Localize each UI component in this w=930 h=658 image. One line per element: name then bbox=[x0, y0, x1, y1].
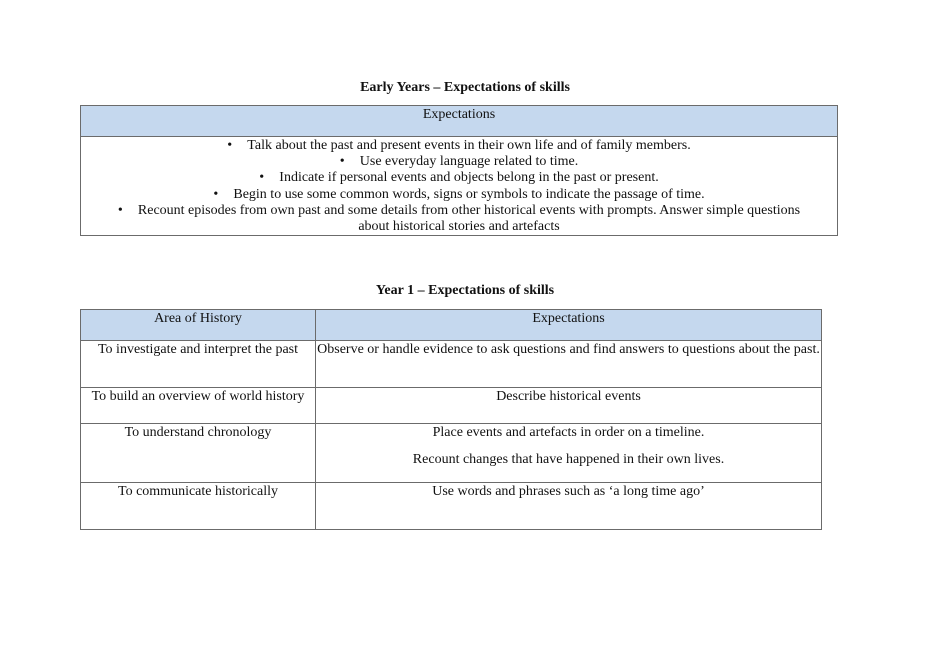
list-item-text: Indicate if personal events and objects belong in the past or present. bbox=[279, 170, 659, 186]
list-item bbox=[101, 154, 817, 170]
list-item-text: Begin to use some common words, signs or symbols to indicate the passage of time. bbox=[233, 186, 705, 202]
list-item bbox=[101, 203, 817, 235]
year1-table bbox=[80, 309, 822, 530]
header-expectations: Expectations bbox=[81, 106, 838, 137]
list-item bbox=[101, 138, 817, 154]
expectation-paragraph: Place events and artefacts in order on a timeline. bbox=[432, 425, 705, 440]
area-cell: To understand chronology bbox=[81, 424, 316, 483]
list-item-text: Talk about the past and present events in their own life and of family members. bbox=[247, 138, 691, 153]
bullet-icon: • bbox=[117, 202, 123, 218]
header-area-of-history: Area of History bbox=[81, 310, 316, 341]
expectations-cell: Use words and phrases such as ‘a long time ago’ bbox=[316, 483, 822, 530]
expectations-cell: Observe or handle evidence to ask questions and find answers to questions about the past. bbox=[316, 341, 822, 388]
expectations-cell: Describe historical events bbox=[316, 388, 822, 424]
table-header-row bbox=[81, 106, 838, 137]
expectations-cell bbox=[316, 424, 822, 483]
area-cell: To investigate and interpret the past bbox=[81, 341, 316, 388]
bullet-icon: • bbox=[213, 186, 219, 202]
bullet-icon: • bbox=[339, 154, 345, 170]
bullet-icon: • bbox=[227, 138, 233, 153]
table-row bbox=[81, 483, 822, 530]
header-expectations: Expectations bbox=[316, 310, 822, 341]
table-header-row bbox=[81, 310, 822, 341]
list-item-text: Use everyday language related to time. bbox=[359, 154, 579, 170]
bullet-icon: • bbox=[259, 170, 265, 186]
table-row bbox=[81, 341, 822, 388]
area-cell: To build an overview of world history bbox=[81, 388, 316, 424]
expectation-paragraph: Recount changes that have happened in their own lives. bbox=[412, 452, 725, 467]
area-cell: To communicate historically bbox=[81, 483, 316, 530]
table-row bbox=[81, 388, 822, 424]
early-years-table bbox=[80, 105, 838, 236]
expectations-cell bbox=[81, 137, 838, 236]
list-item-text: Recount episodes from own past and some details from other historical events with prompts. Answer simple questions about historical stories and artefacts bbox=[137, 202, 801, 235]
table-row bbox=[81, 137, 838, 236]
expectations-list bbox=[81, 138, 837, 235]
list-item bbox=[101, 170, 817, 186]
table-row bbox=[81, 424, 822, 483]
early-years-title: Early Years – Expectations of skills bbox=[360, 80, 570, 95]
year1-title: Year 1 – Expectations of skills bbox=[375, 283, 555, 298]
list-item bbox=[101, 187, 817, 203]
